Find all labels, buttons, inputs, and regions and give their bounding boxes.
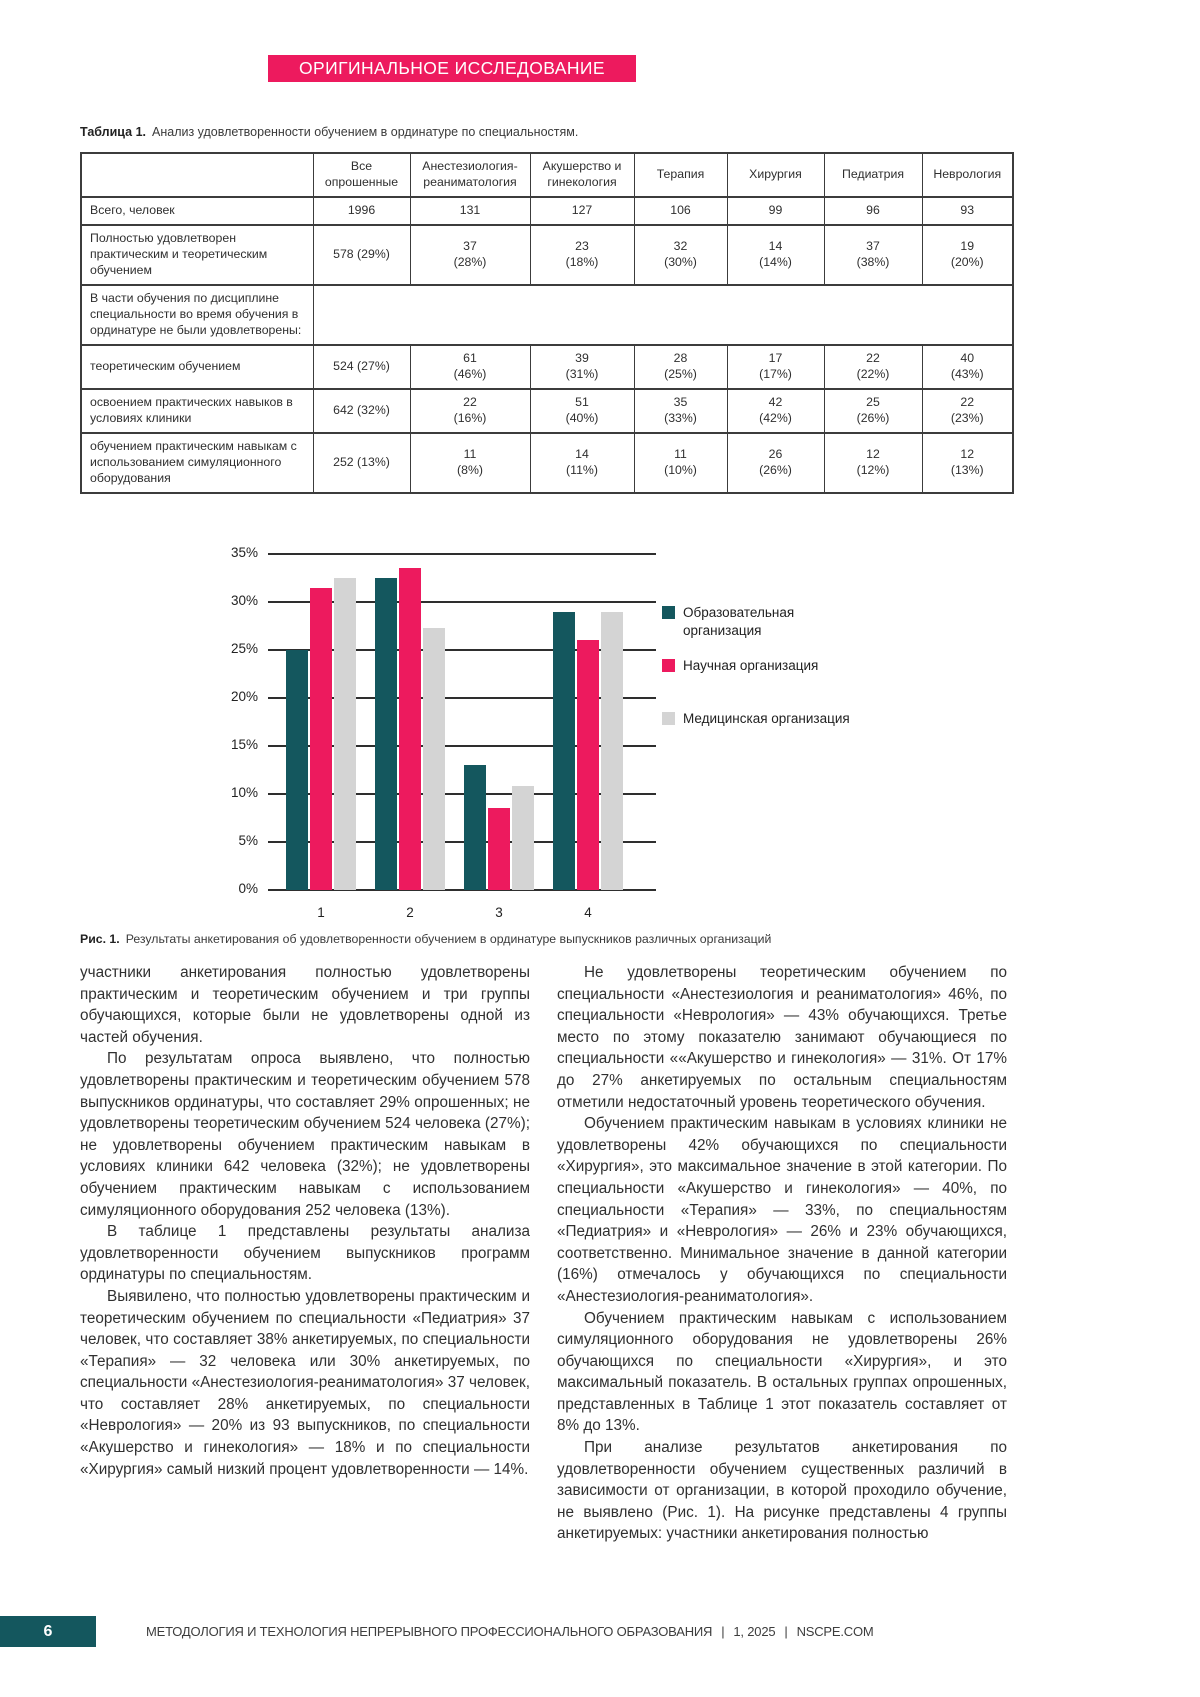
paragraph: Не удовлетворены теоретическим обучением по специальности «Анестезиология и реаниматология» 46%, по специальности «Неврология» — 43% обучающихся. Третье место по этому показателю занимают обучающиеся по специальности ««Акушерство и гинекология» — 31%. От 17% до 27% анкетируемых по остальным специальностям отметили недостаточный уровень теоретического обучения. bbox=[557, 964, 1007, 1111]
table-cell: 131 bbox=[410, 197, 530, 225]
column-header: Неврология bbox=[922, 153, 1013, 197]
legend-label: Образовательная организация bbox=[683, 605, 795, 639]
x-axis-label: 4 bbox=[584, 905, 592, 920]
chart-plot-area bbox=[230, 545, 656, 920]
bar-group-4 bbox=[553, 554, 623, 920]
column-header: Хирургия bbox=[727, 153, 824, 197]
table-cell: 96 bbox=[824, 197, 922, 225]
y-axis-tick-label: 15% bbox=[230, 737, 258, 752]
table-caption-text: Анализ удовлетворенности обучением в ординатуре по специальностям. bbox=[152, 125, 579, 139]
bar bbox=[601, 612, 623, 890]
paragraph: При анализе результатов анкетирования по удовлетворенности обучением существенных различий в зависимости от организации, в которой проходило обучение, не выявлено (Рис. 1). На рисунке представлены 4 группы анкетируемых: участники анкетирования полностью bbox=[557, 1439, 1007, 1543]
column-header: Все опрошенные bbox=[313, 153, 410, 197]
table-cell: 14 (11%) bbox=[530, 433, 634, 493]
journal-title: МЕТОДОЛОГИЯ И ТЕХНОЛОГИЯ НЕПРЕРЫВНОГО ПРОФЕССИОНАЛЬНОГО ОБРАЗОВАНИЯ bbox=[146, 1624, 713, 1639]
paragraph: По результатам опроса выявлено, что полностью удовлетворены практическим и теоретическим обучением 578 выпускников ординатуры, что составляет 29% опрошенных; не удовлетворены теоретическим обучением 524 человека (27%); не удовлетворены обучением практическим навыкам в условиях клиники 642 человека (32%); не удовлетворены обучением практическим навыкам с использованием симуляционного оборудования 252 человека (13%). bbox=[80, 1050, 530, 1219]
figure-caption-label: Рис. 1. bbox=[80, 932, 120, 946]
table-cell: 51 (40%) bbox=[530, 389, 634, 433]
table-header-row bbox=[81, 153, 1013, 197]
table-body bbox=[81, 197, 1013, 493]
bar bbox=[553, 612, 575, 890]
table-cell: 26 (26%) bbox=[727, 433, 824, 493]
table-cell: 93 bbox=[922, 197, 1013, 225]
x-axis-label: 1 bbox=[317, 905, 325, 920]
row-label: Всего, человек bbox=[81, 197, 313, 225]
paragraph: Выявилено, что полностью удовлетворены практическим и теоретическим обучением по специальности «Педиатрия» 37 человек, что составляет 38% анкетируемых, по специальности «Терапия» — 32 человека или 30% анкетируемых, по специальности «Анестезиология-реаниматология» 37 человек, что составляет 28% анкетируемых, по специальности «Неврология» — 20% из 93 выпускников, по специальности «Акушерство и гинекология» — 18% и по специальности «Хирургия» самый низкий процент удовлетворенности — 14%. bbox=[80, 1287, 530, 1478]
chart-legend bbox=[662, 604, 882, 764]
x-axis-label: 2 bbox=[406, 905, 414, 920]
y-axis-tick-label: 30% bbox=[230, 593, 258, 608]
legend-item bbox=[662, 604, 794, 640]
left-column bbox=[80, 962, 530, 1545]
table-cell: 23 (18%) bbox=[530, 225, 634, 285]
results-table bbox=[80, 152, 1014, 494]
table-cell: 17 (17%) bbox=[727, 345, 824, 389]
y-axis-tick-label: 0% bbox=[238, 881, 258, 896]
table-cell: 12 (13%) bbox=[922, 433, 1013, 493]
column-header: Терапия bbox=[634, 153, 727, 197]
table-cell: 42 (42%) bbox=[727, 389, 824, 433]
table-row bbox=[81, 345, 1013, 389]
legend-swatch bbox=[662, 712, 675, 725]
table-cell: 11 (10%) bbox=[634, 433, 727, 493]
table-row bbox=[81, 225, 1013, 285]
legend-item bbox=[662, 710, 850, 728]
table-caption-label: Таблица 1. bbox=[80, 125, 146, 139]
bar bbox=[464, 765, 486, 890]
bar bbox=[423, 628, 445, 890]
column-header bbox=[81, 153, 313, 197]
figure-caption-text: Результаты анкетирования об удовлетворенности обучением в ординатуре выпускников различных организаций bbox=[125, 932, 772, 946]
table-row bbox=[81, 433, 1013, 493]
bar bbox=[488, 808, 510, 890]
table-cell: 578 (29%) bbox=[313, 225, 410, 285]
table-cell: 40 (43%) bbox=[922, 345, 1013, 389]
right-column bbox=[557, 962, 1007, 1545]
row-label: Полностью удовлетворен практическим и теоретическим обучением bbox=[81, 225, 313, 285]
table-cell: 1996 bbox=[313, 197, 410, 225]
table-cell: 25 (26%) bbox=[824, 389, 922, 433]
paragraph: участники анкетирования полностью удовлетворены практическим и теоретическим обучением и три группы обучающихся, которые были не удовлетворены одной из частей обучения. bbox=[80, 964, 530, 1046]
legend-label: Медицинская организация bbox=[683, 711, 850, 726]
journal-site: NSCPE.COM bbox=[796, 1624, 874, 1639]
bar bbox=[334, 578, 356, 890]
row-label: теоретическим обучением bbox=[81, 345, 313, 389]
merged-empty-cell bbox=[313, 285, 1013, 345]
legend-label: Научная организация bbox=[683, 658, 819, 673]
table-cell: 11 (8%) bbox=[410, 433, 530, 493]
journal-separator: | bbox=[784, 1624, 788, 1639]
bar-group-1 bbox=[286, 554, 356, 920]
table-cell: 22 (22%) bbox=[824, 345, 922, 389]
table-cell: 37 (38%) bbox=[824, 225, 922, 285]
table-row bbox=[81, 197, 1013, 225]
page-number: 6 bbox=[43, 1622, 53, 1640]
table-cell: 252 (13%) bbox=[313, 433, 410, 493]
journal-line bbox=[146, 1616, 874, 1647]
paragraph: В таблице 1 представлены результаты анализа удовлетворенности обучением выпускников программ ординатуры по специальностям. bbox=[80, 1223, 530, 1284]
table-cell: 37 (28%) bbox=[410, 225, 530, 285]
bar bbox=[375, 578, 397, 890]
y-axis-tick-label: 35% bbox=[230, 545, 258, 560]
table-cell: 106 bbox=[634, 197, 727, 225]
table-cell: 12 (12%) bbox=[824, 433, 922, 493]
journal-separator: | bbox=[721, 1624, 725, 1639]
table-cell: 61 (46%) bbox=[410, 345, 530, 389]
table-cell: 127 bbox=[530, 197, 634, 225]
table-cell: 19 (20%) bbox=[922, 225, 1013, 285]
x-axis-label: 3 bbox=[495, 905, 503, 920]
row-label: В части обучения по дисциплине специальности во время обучения в ординатуре не были удовлетворены: bbox=[81, 285, 313, 345]
row-label: обучением практическим навыкам с использованием симуляционного оборудования bbox=[81, 433, 313, 493]
column-header: Анестезиология-реаниматология bbox=[410, 153, 530, 197]
table-cell: 22 (23%) bbox=[922, 389, 1013, 433]
table-cell: 642 (32%) bbox=[313, 389, 410, 433]
body-text bbox=[80, 962, 1008, 1545]
y-axis-tick-label: 25% bbox=[230, 641, 258, 656]
table-cell: 22 (16%) bbox=[410, 389, 530, 433]
bar-group-3 bbox=[464, 554, 534, 920]
table-cell: 39 (31%) bbox=[530, 345, 634, 389]
table-cell: 32 (30%) bbox=[634, 225, 727, 285]
bar-groups bbox=[286, 554, 623, 920]
column-header: Акушерство и гинекология bbox=[530, 153, 634, 197]
table-row bbox=[81, 285, 1013, 345]
row-label: освоением практических навыков в условиях клиники bbox=[81, 389, 313, 433]
table-row bbox=[81, 389, 1013, 433]
table-cell: 99 bbox=[727, 197, 824, 225]
bar bbox=[512, 786, 534, 890]
banner-title: ОРИГИНАЛЬНОЕ ИССЛЕДОВАНИЕ bbox=[299, 58, 605, 78]
paragraph: Обучением практическим навыкам в условиях клиники не удовлетворены 42% обучающихся по специальности «Хирургия», это максимальное значение в этой категории. По специальности «Акушерство и гинекология» — 40%, по специальности «Терапия» — 33%, по специальностям «Педиатрия» и «Неврология» — 26% и 23% обучающихся, соответственно. Минимальное значение в данной категории (16%) отмечалось у обучающихся по специальности «Анестезиология-реаниматология». bbox=[557, 1115, 1007, 1305]
y-axis-tick-label: 5% bbox=[238, 833, 258, 848]
table-cell: 524 (27%) bbox=[313, 345, 410, 389]
column-header: Педиатрия bbox=[824, 153, 922, 197]
legend-item bbox=[662, 657, 818, 675]
table-caption bbox=[80, 125, 578, 139]
table-cell: 14 (14%) bbox=[727, 225, 824, 285]
bar bbox=[286, 650, 308, 890]
bar-group-2 bbox=[375, 554, 445, 920]
paragraph: Обучением практическим навыкам с использованием симуляционного оборудования не удовлетворены 26% обучающихся по специальности «Хирургия», и это максимальный показатель. В остальных группах опрошенных, представленных в Таблице 1 этот показатель составляет от 8% до 13%. bbox=[557, 1309, 1007, 1435]
table-cell: 28 (25%) bbox=[634, 345, 727, 389]
section-banner bbox=[268, 55, 636, 82]
bar bbox=[399, 568, 421, 890]
legend-swatch bbox=[662, 659, 675, 672]
bar bbox=[310, 588, 332, 890]
y-axis-tick-label: 20% bbox=[230, 689, 258, 704]
figure-caption bbox=[80, 932, 1020, 946]
legend-swatch bbox=[662, 606, 675, 619]
page-number-box bbox=[0, 1616, 96, 1647]
bar bbox=[577, 640, 599, 890]
table-cell: 35 (33%) bbox=[634, 389, 727, 433]
y-axis-tick-label: 10% bbox=[230, 785, 258, 800]
journal-issue: 1, 2025 bbox=[733, 1624, 776, 1639]
